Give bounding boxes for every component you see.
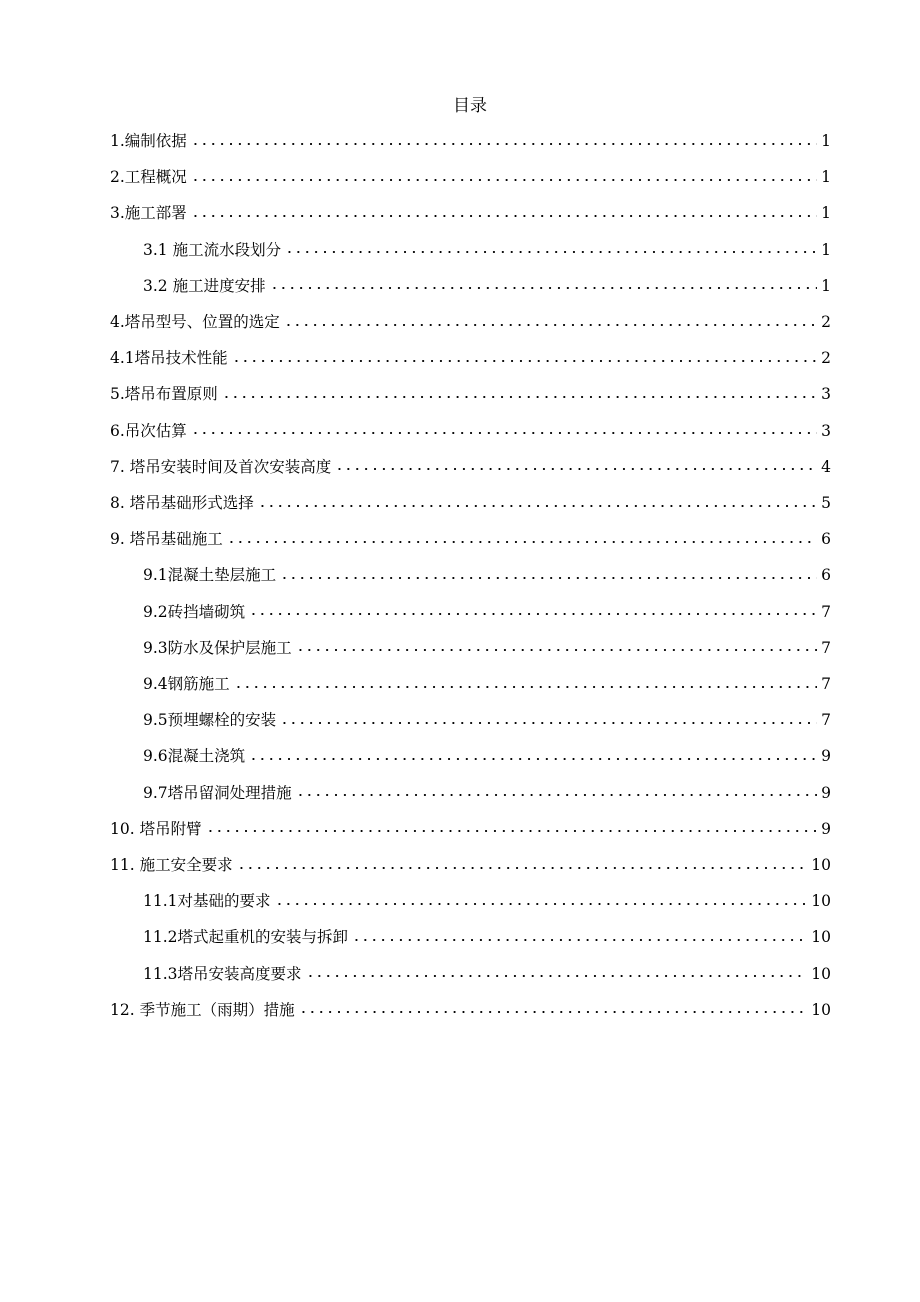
toc-entry[interactable] [143,959,831,989]
toc-entry[interactable] [110,343,831,373]
toc-entry[interactable] [143,669,831,699]
toc-dot-leader [296,648,817,652]
toc-entry-label: 9. 塔吊基础施工 [110,530,223,549]
toc-dot-leader [275,902,808,906]
toc-entry-page-number: 1 [821,240,831,259]
toc-dot-leader [191,142,817,146]
toc-entry[interactable] [110,379,831,409]
toc-entry-page-number: 2 [821,349,831,368]
toc-entry[interactable] [143,886,831,916]
toc-entry[interactable] [110,814,831,844]
toc-entry[interactable] [110,850,831,880]
toc-entry-page-number: 10 [811,1000,831,1019]
toc-dot-leader [335,467,817,471]
toc-entry-page-number: 3 [821,421,831,440]
toc-dot-leader [191,214,817,218]
toc-entry-page-number: 10 [811,856,831,874]
toc-dot-leader [237,866,808,870]
toc-entry-label: 9.5预埋螺栓的安装 [143,711,277,730]
toc-entry-page-number: 1 [821,168,831,187]
toc-entry-page-number: 7 [821,602,831,621]
toc-dot-leader [232,359,817,363]
toc-dot-leader [306,974,808,978]
toc-dot-leader [249,757,817,761]
toc-dot-leader [296,793,817,797]
toc-dot-leader [285,250,817,254]
toc-entry[interactable] [110,488,831,518]
toc-entry-label: 9.2砖挡墙砌筑 [143,602,246,621]
toc-entry-label: 10. 塔吊附臂 [110,819,202,838]
toc-entry-page-number: 1 [821,204,831,223]
toc-dot-leader [284,323,817,327]
toc-entry-page-number: 7 [821,638,831,657]
toc-dot-leader [234,685,817,689]
toc-entry-label: 11.3塔吊安装高度要求 [143,964,302,983]
toc-entry-label: 8. 塔吊基础形式选择 [110,494,254,512]
toc-entry-page-number: 3 [821,385,831,404]
toc-entry-label: 4.塔吊型号、位置的选定 [110,313,280,331]
toc-entry-page-number: 1 [821,132,831,150]
toc-entry-page-number: 2 [821,313,831,331]
toc-entry[interactable] [143,235,831,265]
toc-dot-leader [299,1010,808,1014]
toc-entry[interactable] [110,995,831,1025]
toc-entry-page-number: 7 [821,711,831,730]
toc-entry[interactable] [143,597,831,627]
toc-entry[interactable] [143,271,831,301]
toc-entry-label: 11. 施工安全要求 [110,856,233,874]
toc-entry-label: 9.1混凝土垫层施工 [143,566,277,585]
toc-entry[interactable] [110,416,831,446]
toc-entry-label: 12. 季节施工（雨期）措施 [110,1000,295,1019]
toc-entry[interactable] [143,741,831,771]
toc-entry-page-number: 9 [821,747,831,766]
toc-entry-page-number: 5 [821,494,831,512]
toc-entry[interactable] [143,705,831,735]
toc-entry-page-number: 6 [821,530,831,549]
toc-dot-leader [191,431,817,435]
toc-entry-page-number: 10 [811,928,831,947]
toc-entry[interactable] [110,162,831,192]
toc-entry-page-number: 9 [821,819,831,838]
toc-entry[interactable] [110,524,831,554]
toc-dot-leader [270,286,817,290]
toc-dot-leader [206,829,817,833]
toc-entry-page-number: 10 [811,892,831,911]
toc-entry[interactable] [110,452,831,482]
toc-entry-page-number: 4 [821,457,831,476]
toc-entry[interactable] [110,307,831,337]
toc-dot-leader [191,178,817,182]
toc-entry[interactable] [143,778,831,808]
toc-entry-page-number: 6 [821,566,831,585]
toc-entry-label: 7. 塔吊安装时间及首次安装高度 [110,457,332,476]
toc-dot-leader [280,576,817,580]
toc-dot-leader [258,504,817,508]
toc-entry-label: 4.1塔吊技术性能 [110,349,228,368]
toc-entry-label: 11.2塔式起重机的安装与拆卸 [143,928,349,947]
toc-entry-label: 9.7塔吊留洞处理措施 [143,783,292,802]
toc-entry-label: 11.1对基础的要求 [143,892,271,911]
toc-entry[interactable] [143,633,831,663]
toc-dot-leader [222,395,817,399]
toc-dot-leader [227,540,817,544]
toc-entry[interactable] [110,126,831,156]
toc-entry-label: 3.1 施工流水段划分 [143,240,282,259]
toc-dot-leader [352,938,807,942]
toc-entry-label: 1.编制依据 [110,132,187,150]
toc-entry-label: 6.吊次估算 [110,421,187,440]
toc-dot-leader [280,721,817,725]
toc-entry-page-number: 7 [821,675,831,693]
toc-entry-label: 3.2 施工进度安排 [143,276,266,295]
toc-entry[interactable] [110,198,831,228]
toc-title: 目录 [453,96,487,116]
toc-entry-label: 9.3防水及保护层施工 [143,638,292,657]
toc-entry-label: 9.6混凝土浇筑 [143,747,246,766]
toc-entry-label: 2.工程概况 [110,168,187,187]
toc-entry-label: 9.4钢筋施工 [143,675,230,693]
toc-entry-label: 5.塔吊布置原则 [110,385,218,404]
toc-entry-page-number: 9 [821,783,831,802]
toc-dot-leader [249,612,817,616]
toc-entry-page-number: 10 [811,964,831,983]
toc-entry[interactable] [143,922,831,952]
toc-entry-label: 3.施工部署 [110,204,187,223]
toc-entry[interactable] [143,560,831,590]
toc-entry-page-number: 1 [821,276,831,295]
